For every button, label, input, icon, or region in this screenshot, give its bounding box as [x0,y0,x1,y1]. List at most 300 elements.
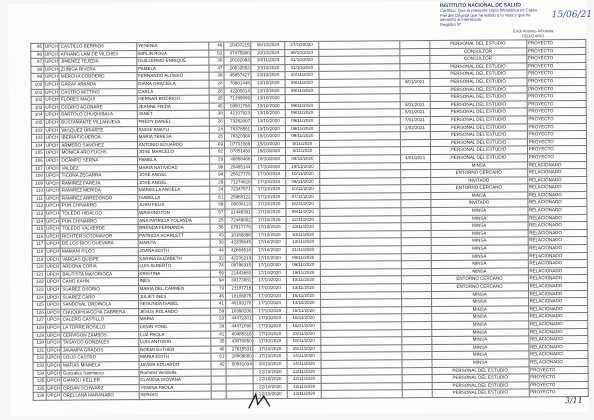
cell-d1: 17/10/2020 [253,323,287,331]
cell-first: JESUS ROLANDO [138,308,210,316]
cell-name: CERVIGON ZAMBOS [61,331,138,339]
cell-dni: 25827770 [225,171,252,179]
cell-rel: MINSA [431,328,528,336]
cell-rel: MINSA [430,207,527,215]
cell-d1: 10/10/2020 [251,49,285,57]
cell-rel: MINSA [430,161,527,169]
cell-rel: PERSONAL DEL ESTUDIO [430,116,527,124]
cell-rel: MINSA [431,230,528,238]
cell-age: 25 [209,133,224,141]
cell-d2: 21/11/2020 [286,246,320,254]
cell-first: MARIA NATIVIDAD [137,164,209,172]
cell-age: 25 [209,95,224,103]
cell-cat: RELACIONADO [527,161,586,169]
cell-n: 125 [33,301,46,309]
cell-name: MERCHA CORDERO [59,73,136,81]
cell-dni: 42206219 [225,254,252,262]
cell-u: UPCH [45,279,61,287]
cell-u: UPCH [46,377,62,385]
cell-dni: 20437215 [224,42,251,50]
cell-first: IMPLIN ROSA [136,50,208,58]
cell-d2: 09/11/2020 [285,87,319,95]
cell-d2: 12/11/2020 [287,375,321,383]
cell-first: YESENIA [136,42,208,50]
cell-dni: 21187715 [225,285,252,293]
cell-n: 127 [33,317,46,325]
cell-rel: CONSULTOR [429,55,526,63]
cell-d2: 16/11/2020 [287,322,321,330]
cell-name: CASTILLO BERRIOS [59,43,136,51]
cell-name: GIANOLI KELLER [62,377,139,385]
cell-age: 46 [211,293,226,301]
cell-age: 62 [210,148,225,156]
cell-dni: 42664516 [225,247,252,255]
cell-u: UPCH [44,81,60,89]
cell-n: 135 [33,377,46,385]
cell-u: UPCH [45,294,61,302]
cell-u: UPCH [46,347,62,355]
cell-cat: RELACIONADO [528,275,587,283]
cell-name: SUAREZ OSORIO [61,286,138,294]
cell-d2: 12/11/2020 [286,216,320,224]
cell-d3 [401,238,431,246]
cell-d1: 17/10/2020 [253,300,287,308]
cell-d1: 17/10/2020 [253,315,287,323]
cell-cat: RELACIONADO [528,313,587,321]
cell-name: APHANG LAM DE VILCHES [59,50,136,58]
cell-d3 [402,390,432,398]
cell-d2: 13/11/2020 [286,284,320,292]
cell-first: SERGIO [139,391,211,399]
cell-u: UPCH [44,187,60,195]
cell-dni: 27615531 [226,346,253,354]
cell-first: HERNAN RODRIGO [137,95,209,103]
cell-age: 47 [209,65,224,73]
cell-rel: PERSONAL DEL ESTUDIO [432,382,529,390]
cell-d2: 25/11/2020 [287,345,321,353]
cell-rel: PERSONAL DEL ESTUDIO [429,63,526,71]
cell-d2: 09/11/2020 [286,208,320,216]
cell-name: FLORES MAQUI [60,96,137,104]
cell-d3 [401,253,431,261]
cell-n: 105 [32,150,45,158]
cell-u: UPCH [44,96,60,104]
stamp-line-1: Certifico: Que la presente copia fotostática es Copia [440,7,537,13]
cell-first: JEANNE FRIDA [137,103,209,111]
cell-u: UPCH [44,127,60,135]
cell-age: 45 [209,103,224,111]
cell-u: UPCH [45,309,61,317]
cell-d1: 17/10/2020 [252,178,286,186]
cell-d2: 09/11/2020 [285,110,319,118]
cell-d1: 13/10/2020 [252,125,286,133]
cell-cat: RELACIONADO [528,290,587,298]
cell-n: 101 [31,89,44,97]
cell-d2: 10/11/2020 [286,186,320,194]
cell-d2: 15/11/2020 [287,292,321,300]
cell-d2: 19/11/2020 [286,269,320,277]
cell-dni [226,368,253,376]
cell-dni: 46868466 [225,156,252,164]
cell-n: 103 [31,134,44,142]
cell-rel: MINSA [431,260,528,268]
cell-dni: 30173881 [225,277,252,285]
cell-d1: 17/10/2020 [253,330,287,338]
cell-d1: 10/10/2020 [251,64,285,72]
cell-first: KARINA ELIZABETH [138,255,210,263]
cell-u: UPCH [45,203,61,211]
cell-dni: 45857427 [224,72,251,80]
cell-d3 [401,261,431,269]
cell-name: SANDOVAL ORDINOLA [61,301,138,309]
cell-rel: PERSONAL DEL ESTUDIO [429,40,526,48]
cell-u: UPCH [44,149,60,157]
cell-d1: 13/10/2020 [251,102,285,110]
cell-rel: PERSONAL DEL ESTUDIO [430,154,527,162]
cell-d2: 10/11/2020 [286,170,320,178]
stamp-line-2: Fiel del Original que he tenido a la vista y que he [440,11,531,18]
cell-u: UPCH [45,317,61,325]
cell-u: UPCH [46,385,62,393]
cell-name: DE LOS RIOS GUEVARA [61,240,138,248]
cell-dni: 42205814 [224,87,251,95]
cell-cat: PROYECTO [527,115,586,123]
cell-age: 57 [210,209,225,217]
cell-cat: RELACIONADO [528,298,587,306]
cell-d3 [401,268,431,276]
cell-n: 136 [33,393,46,401]
cell-u: UPCH [45,332,61,340]
cell-cat: PROYECTO [529,389,588,397]
cell-dni: 71274820 [225,178,252,186]
cell-d1: 17/10/2020 [253,262,287,270]
cell-n: 97 [31,58,44,66]
cell-n: 102 [31,96,44,104]
cell-n: 100 [31,81,44,89]
cell-cat: RELACIONADO [527,184,586,192]
cell-d1: 17/10/2020 [252,224,286,232]
cell-u: UPCH [45,301,61,309]
cell-name: RAMIREZ MERIDA [60,187,137,195]
cell-age: 59 [210,270,225,278]
cell-dni: 20485144 [225,163,252,171]
cell-cat: PROYECTO [526,55,585,63]
cell-u: UPCH [46,362,62,370]
cell-cat: RELACIONADO [527,169,586,177]
cell-d2: 10/11/2020 [286,231,320,239]
fedatario-name: Erick Antonio Arboleda [513,28,554,34]
cell-d2: 09/11/2020 [285,125,319,133]
cell-n: 108 [32,172,45,180]
cell-rel: MINSA [431,313,528,321]
cell-d2: 18/11/2020 [286,201,320,209]
cell-cat: RELACIONADO [528,214,587,222]
cell-first: CARLA [137,88,209,96]
cell-n: 120 [32,263,45,271]
cell-d1: 17/10/2020 [253,345,287,353]
cell-age: 94 [210,171,225,179]
cell-name: BARTOLO CHUQUIBALA [60,111,137,119]
cell-n: 134 [33,370,46,378]
cell-first: JAVIER EDUARDO [139,361,211,369]
cell-d2: 13/11/2020 [286,224,320,232]
cell-name: PUN CHINARRO [60,217,137,225]
cell-cat: RELACIONADO [528,260,587,268]
cell-n: 112 [32,203,45,211]
cell-d1: 17/10/2020 [252,171,286,179]
cell-d2: 19/11/2020 [286,163,320,171]
cell-d2: 09/11/2020 [285,102,319,110]
cell-rel: INVITADO [430,199,527,207]
cell-n: 129 [33,332,46,340]
cell-name: CHUQUIHUACCHA CABRERA [61,308,138,316]
cell-n: 109 [32,180,45,188]
cell-first: MARIA DEL CARMEN [138,285,210,293]
cell-age: 39 [211,323,226,331]
cell-cat: RELACIONADO [528,222,587,230]
cell-first: DIANA GRACIELA [137,80,209,88]
cell-age: 26 [209,118,224,126]
cell-cat: PROYECTO [529,366,588,374]
cell-d1: 17/10/2020 [253,277,287,285]
cell-d3: 5/01/2021 [400,109,430,117]
cell-dni: 25965122 [225,194,252,202]
cell-age: 46 [211,346,226,354]
cell-dni: 71399599 [224,95,251,103]
cell-age: 41 [211,331,226,339]
cell-u: UPCH [44,66,60,74]
cell-name: RAMIREZ ARREDONDO [60,194,137,202]
cell-first: MARIELLA ANGELA [137,186,209,194]
cell-first: MARIA [138,315,210,323]
cell-d2: 16/11/2020 [287,315,321,323]
cell-cat: RELACIONADO [528,207,587,215]
cell-first: LUZ PAOLA [138,331,210,339]
cell-n: 96 [31,51,44,59]
cell-cat: PROYECTO [527,93,586,101]
cell-d1: 17/10/2020 [253,307,287,315]
cell-u: UPCH [44,104,60,112]
cell-age: 42 [211,361,226,369]
cell-rel: PERSONAL DEL ESTUDIO [430,93,527,101]
cell-age: 69 [210,141,225,149]
cell-first: LUIS ALBERTO [138,262,210,270]
cell-cat: PROYECTO [526,39,585,47]
cell-dni: 07731069 [224,141,251,149]
cell-rel: MINSA [431,336,528,344]
cell-rel: CONSULTOR [429,47,526,55]
cell-dni: 76378551 [224,125,251,133]
cell-rel: PERSONAL DEL ESTUDIO [430,85,527,93]
cell-dni: 70681446 [224,80,251,88]
cell-d2: 12/11/2020 [287,383,321,391]
cell-cat: RELACIONADO [527,176,586,184]
table-body [31,39,588,400]
cell-cat: RELACIONADO [529,358,588,366]
cell-age: 43 [210,232,225,240]
cell-first: ANTONIO EDUARDO [137,141,209,149]
cell-n: 105 [31,119,44,127]
cell-d1: 10/11/2020 [251,57,285,65]
cell-first: JOSE ANGEL [137,179,209,187]
cell-dni: 07917776 [225,224,252,232]
cell-name: Gonzales Sanmarco [61,369,138,377]
cell-d1: 20/10/2020 [253,360,287,368]
cell-age: 51 [210,194,225,202]
cell-n: 131 [33,347,46,355]
cell-d2: 14/11/2020 [287,300,321,308]
cell-u: UPCH [44,172,60,180]
cell-first: NOEMI ESTHER [139,346,211,354]
stamp-handwritten-date: 15/06/21 [551,9,593,21]
cell-d1: 22/10/2020 [253,368,287,376]
cell-dni: 08796315 [225,262,252,270]
cell-d1: 17/10/2020 [253,353,287,361]
cell-n: 95 [31,43,44,51]
cell-first: SEGUNDA ISABEL [138,300,210,308]
stamp-line-3: devuelto al interesado. [440,17,483,23]
cell-age: 46 [209,42,224,50]
cell-d2: 09/11/2020 [285,117,319,125]
cell-u: UPCH [46,370,62,378]
cell-first: ISABELLA [137,194,209,202]
cell-name: VARGAS QUISPE [61,255,138,263]
cell-cat: PROYECTO [527,100,586,108]
cell-first: JANET [137,110,209,118]
cell-d2: 18/11/2020 [287,337,321,345]
cell-d1: 22/10/2020 [253,383,287,391]
cell-d1: 17/10/2020 [252,216,286,224]
cell-u: UPCH [43,51,59,59]
cell-age: 26 [209,88,224,96]
cell-name: IBERIA FIGUEROA [60,134,137,142]
cell-age: 98 [210,163,225,171]
cell-first: LUIS ANTONIO [138,338,210,346]
cell-rel: INVITADO [430,177,527,185]
stamp-line-4: Registro N° [440,22,462,28]
cell-dni [226,376,253,384]
cell-d3: 2/02/2021 [400,124,430,132]
cell-cat: RELACIONADO [528,305,587,313]
cell-u: UPCH [45,210,61,218]
cell-rel: PERSONAL DEL ESTUDIO [430,131,527,139]
cell-d1: 17/10/2020 [252,201,286,209]
cell-age: 33 [211,315,226,323]
cell-age [211,384,226,392]
cell-name: SOLIS CASTRO [61,354,138,362]
cell-u: UPCH [45,248,61,256]
cell-first: CLAUDIA GIOVANA [139,376,211,384]
cell-name: BUSTAMANTE VILLANUEVA [60,119,137,127]
cell-cat: RELACIONADO [527,199,586,207]
cell-d2: 09/11/2020 [285,79,319,87]
cell-age: 32 [210,255,225,263]
cell-n: 107 [32,165,45,173]
cell-n: 123 [32,286,45,294]
cell-name: CASTRO WITTING [60,88,137,96]
cell-age: 73 [211,285,226,293]
cell-name: MONICA ARO FUCHS [60,149,137,157]
cell-n: 110 [32,188,45,196]
cell-u: UPCH [44,89,60,97]
cell-first: JOSE MARCELO [137,148,209,156]
cell-rel: MINSA [431,237,528,245]
cell-name: OSORIO AGONARE [60,103,137,111]
cell-name: CANO KAHN [61,278,138,286]
cell-age: 74 [210,262,225,270]
cell-dni: 18069680 [226,353,253,361]
cell-n: 103 [31,104,44,112]
cell-age: 51 [211,353,226,361]
cell-u: UPCH [45,241,61,249]
cell-name: CALERO CASTILLO [61,316,138,324]
cell-rel: MINSA [431,290,528,298]
cell-dni: 21443883 [225,270,252,278]
cell-d1: 17/10/2020 [253,292,287,300]
cell-rel: ENTORNO CERCANO [430,169,527,177]
cell-d1: 17/10/2020 [253,285,287,293]
cell-dni: 44472301 [226,315,253,323]
cell-age: 25 [210,217,225,225]
cell-first: BRENDA FERNANDA [138,224,210,232]
cell-first: FREDY DANIEL [137,118,209,126]
cell-d1: 17/10/2020 [252,209,286,217]
cell-cat: PROYECTO [527,70,586,78]
cell-age [211,391,226,399]
cell-dni: 18166896 [225,232,252,240]
cell-first: JULIET INES [138,293,210,301]
document-page [8,0,593,416]
cell-d1: 13/10/2020 [251,72,285,80]
cell-cat: RELACIONADO [528,237,587,245]
cell-age: 28 [209,80,224,88]
cell-name: GARAY ARANDA [59,81,136,89]
cell-dni: 72449802 [225,216,252,224]
cell-dni: 42205645 [225,239,252,247]
cell-first: MARIA TERESA [137,133,209,141]
cell-age: 41 [211,300,226,308]
cell-d2: 30/10/2020 [285,49,319,57]
cell-rel: PERSONAL DEL ESTUDIO [430,146,527,154]
cell-dni: 07851453 [224,148,251,156]
cell-d1: 22/10/2020 [254,391,288,399]
cell-d2: 16/11/2020 [287,307,321,315]
cell-u: UPCH [45,218,61,226]
cell-rel: PERSONAL DEL ESTUDIO [430,139,527,147]
cell-rel: MINSA [431,306,528,314]
cell-cat: RELACIONADO [528,328,587,336]
cell-first: JOSE ANGEL [137,171,209,179]
cell-cat: RELACIONADO [528,229,587,237]
cell-d1: 17/10/2020 [252,231,286,239]
cell-d2: 31/10/2020 [285,57,319,65]
cell-d2: 09/11/2020 [285,132,319,140]
cell-dni: 44472090 [226,323,253,331]
cell-d1: 17/10/2020 [252,193,286,201]
cell-name: MATIAS MINNELA [61,362,138,370]
cell-n: 116 [32,233,45,241]
cell-cat: PROYECTO [529,381,588,389]
cell-age: 44 [210,247,225,255]
cell-dni: 18106875 [225,292,252,300]
cell-dni: 42107923 [224,110,251,118]
cell-rel: MINSA [431,321,528,329]
cell-d1: 17/10/2020 [252,163,286,171]
cell-rel: MINSA [431,245,528,253]
cell-d2: 31/10/2020 [285,64,319,72]
cell-rel: ENTORNO CERCANO [431,283,528,291]
fedatario-label: FEDATARIO [522,33,545,39]
